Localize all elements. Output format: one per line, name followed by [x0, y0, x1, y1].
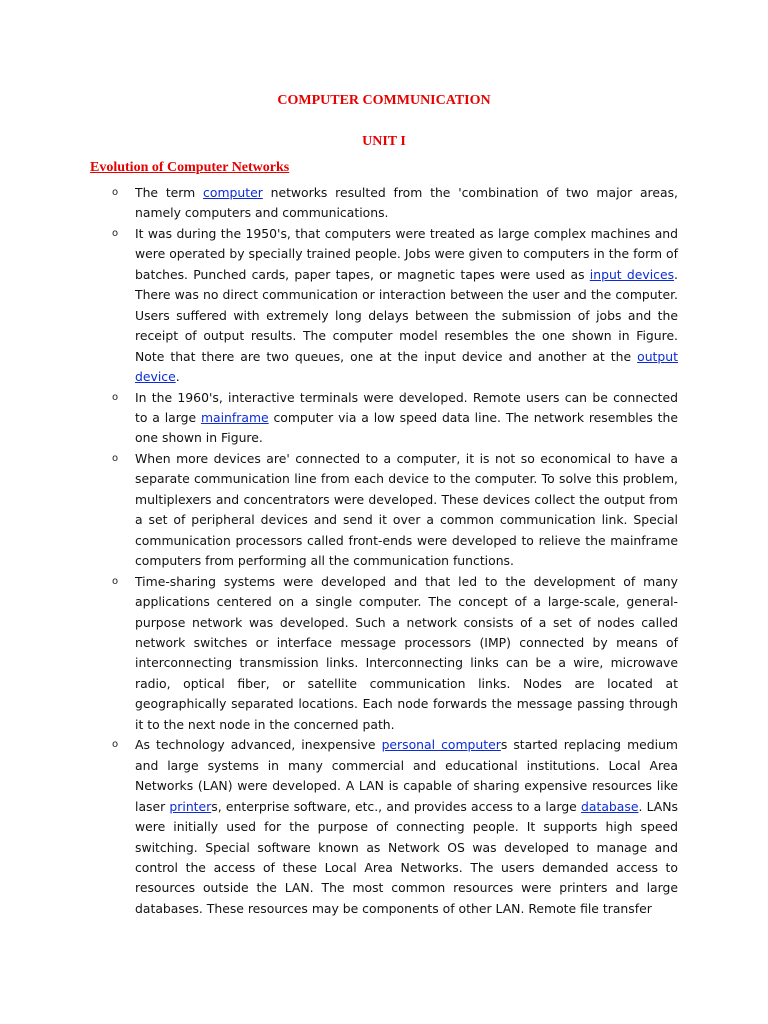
bullet-list — [112, 183, 678, 919]
link-output-device[interactable]: output device — [135, 348, 678, 385]
link-personal-computer[interactable]: personal computer — [381, 737, 501, 753]
paragraph-text: Time-sharing systems were developed and that led to the development of many applications centered on a single computer. The concept of a large-scale, general-purpose network was developed. Such a network consists of a set of nodes called network switches or interface message processors (IMP) connected by means of interconnecting transmission links. Interconnecting links can be a wire, microwave radio, optical fiber, or satellite communication links. Nodes are located at geographically separated locations. Each node forwards the message passing through it to the next node in the concerned path. — [135, 573, 678, 732]
paragraph-text: s, enterprise software, etc., and provides access to a large — [211, 798, 582, 814]
list-item — [112, 224, 678, 388]
list-item — [112, 449, 678, 572]
section-heading: Evolution of Computer Networks — [90, 160, 290, 175]
bullet-circle-icon: o — [112, 739, 119, 751]
link-mainframe[interactable]: mainframe — [200, 409, 269, 425]
paragraph-text: In the 1960's, interactive terminals were developed. Remote users can be connected to a large — [135, 389, 678, 425]
paragraph-text: When more devices are' connected to a computer, it is not so economical to have a separate communication line from each device to the computer. To solve this problem, multiplexers and concentrators were developed. These devices collect the output from a set of peripheral devices and send it over a common communication link. Special communication processors called front-ends were developed to relieve the mainframe computers from performing all the communication functions. — [135, 450, 678, 569]
paragraph-text: . There was no direct communication or interaction between the user and the computer. Users suffered with extremely long delays between the submission of jobs and the receipt of output results. The computer model resembles the one shown in Figure. Note that there are two queues, one at the input device and another at the — [135, 266, 678, 364]
paragraph-text: networks resulted from the 'combination of two major areas, namely computers and communications. — [135, 185, 678, 221]
bullet-circle-icon: o — [112, 452, 119, 464]
paragraph-text: It was during the 1950's, that computers were treated as large complex machines and were operated by specially trained people. Jobs were given to computers in the form of batches. Punched cards, paper tapes, or magnetic tapes were used as — [135, 225, 678, 282]
link-input-devices[interactable]: input devices — [589, 266, 675, 282]
unit-title: UNIT I — [362, 134, 406, 149]
link-computer[interactable]: computer — [203, 185, 263, 200]
list-item — [112, 572, 678, 736]
list-item — [112, 183, 678, 224]
bullet-circle-icon: o — [112, 391, 119, 403]
bullet-circle-icon: o — [112, 575, 119, 587]
paragraph-text: computer via a low speed data line. The network resembles the one shown in Figure. — [135, 409, 678, 446]
bullet-circle-icon: o — [112, 187, 119, 198]
link-printer[interactable]: printer — [169, 798, 212, 814]
bullet-circle-icon: o — [112, 227, 119, 239]
list-item — [112, 388, 678, 449]
paragraph-text: . LANs were initially used for the purpose of connecting people. It supports high speed switching. Special software known as Network OS was developed to manage and control the access of these Local Area Networks. The users demanded access to resources outside the LAN. The most common resources were printers and large databases. These resources may be components of other LAN. Remote file transfer — [135, 798, 678, 916]
paragraph-text: s started replacing medium and large systems in many commercial and educational institutions. Local Area Networks (LAN) were developed. A LAN is capable of sharing expensive resources like laser — [135, 737, 678, 814]
paragraph-text: The term — [135, 185, 204, 200]
paragraph-text: As technology advanced, inexpensive — [135, 737, 382, 753]
document-title: COMPUTER COMMUNICATION — [277, 93, 491, 108]
link-database[interactable]: database — [581, 798, 639, 814]
paragraph-text: . — [175, 369, 180, 385]
list-item — [112, 735, 678, 919]
